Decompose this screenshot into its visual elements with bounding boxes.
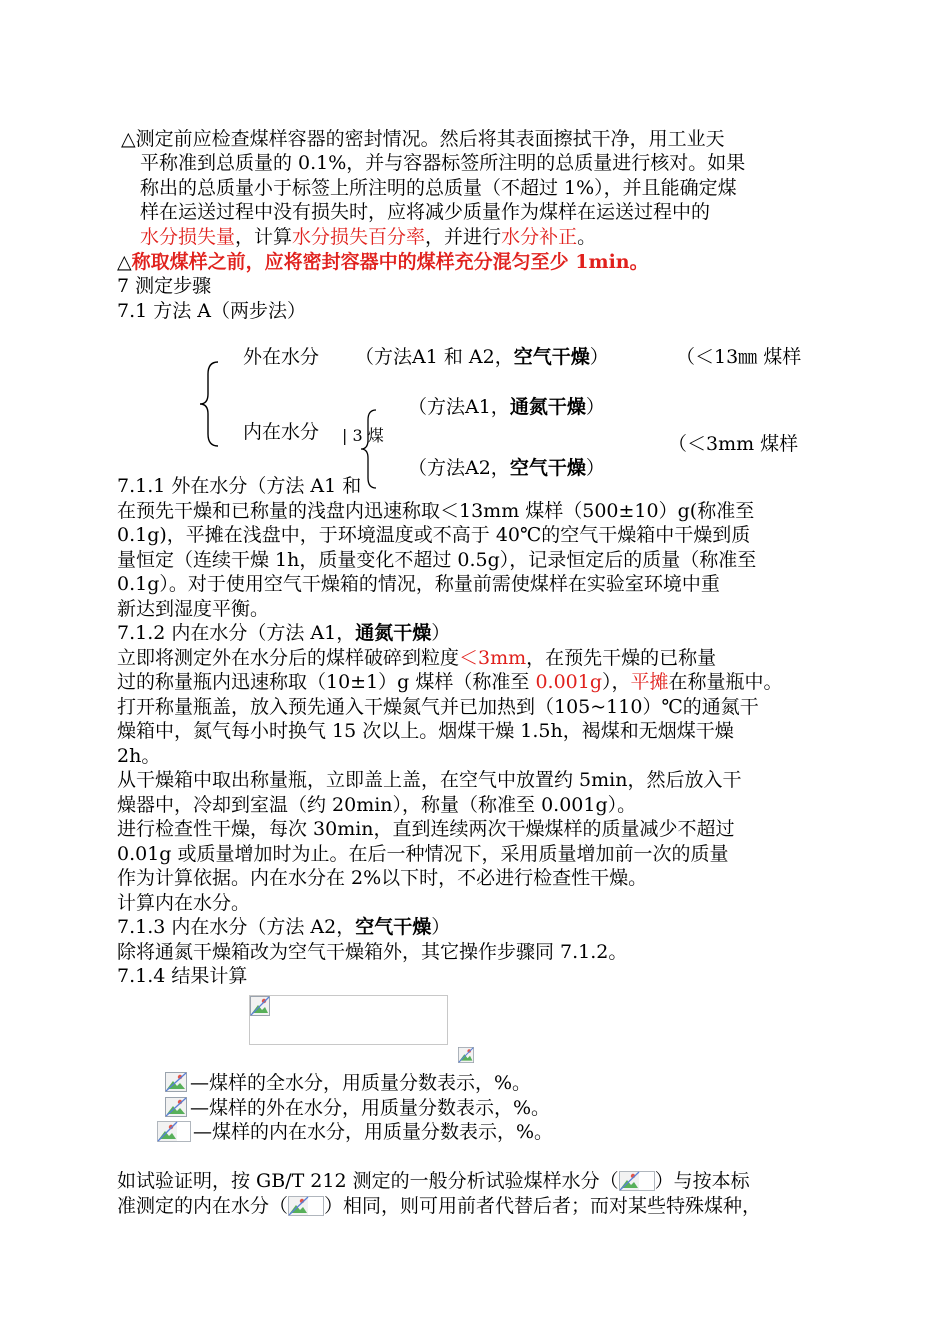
broken-image-icon bbox=[619, 1171, 655, 1191]
inline-broken-image bbox=[619, 1171, 655, 1191]
s711-line5: 新达到湿度平衡。 bbox=[117, 598, 270, 620]
final-line1 bbox=[117, 1169, 827, 1193]
s712-line5: 2h。 bbox=[117, 745, 161, 767]
inner-overlap-text: | 3 煤 bbox=[342, 426, 384, 445]
definition-external-moisture: —煤样的外在水分，用质量分数表示，%。 bbox=[190, 1097, 551, 1119]
section-7-1-4-heading: 7.1.4 结果计算 bbox=[117, 965, 248, 987]
outer-moisture-label: 外在水分 bbox=[243, 346, 320, 368]
nitrogen-drying-term: 通氮干燥 bbox=[509, 396, 586, 418]
big-brace bbox=[196, 360, 226, 448]
outer-moisture-method bbox=[355, 345, 609, 369]
broken-image-icon bbox=[165, 1072, 185, 1092]
text-span: ） bbox=[589, 346, 609, 368]
s711-line3: 量恒定（连续干燥 1h，质量变化不超过 0.5g），记录恒定后的质量（称准至 bbox=[117, 549, 757, 571]
broken-image-icon bbox=[458, 1046, 474, 1064]
text-span: 7.1.2 内在水分（方法 A1， bbox=[117, 622, 356, 644]
text-span: （方法A1 和 A2， bbox=[355, 346, 514, 368]
text-span: 在称量瓶中。 bbox=[668, 671, 783, 693]
inner-size-note: （＜3mm 煤样 bbox=[668, 433, 799, 455]
s712-line3: 打开称量瓶盖，放入预先通入干燥氮气并已加热到（105~110）℃的通氮干 bbox=[117, 696, 759, 718]
inner-method-a1 bbox=[408, 395, 605, 419]
section-7-1-1-heading: 7.1.1 外在水分（方法 A1 和 bbox=[117, 475, 362, 497]
text-span: 如试验证明，按 GB/T 212 测定的一般分析试验煤样水分（ bbox=[117, 1170, 619, 1192]
para1-line2: 平称准到总质量的 0.1%，并与容器标签所注明的总质量进行核对。如果 bbox=[140, 152, 746, 174]
water-loss-term: 水分损失量 bbox=[140, 226, 236, 248]
s712-line11: 计算内在水分。 bbox=[117, 892, 251, 914]
text-span: ） bbox=[585, 457, 605, 479]
text-span: 。 bbox=[577, 226, 597, 248]
inline-broken-image bbox=[288, 1196, 324, 1216]
triangle-mark: △ bbox=[117, 251, 132, 273]
para1-line3: 称出的总质量小于标签上所注明的总质量（不超过 1%），并且能确定煤 bbox=[140, 177, 737, 199]
inner-method-a2 bbox=[408, 456, 605, 480]
nitrogen-drying-term: 通氮干燥 bbox=[355, 622, 432, 644]
para2-line bbox=[117, 250, 827, 274]
para1-line1: △测定前应检查煤样容器的密封情况。然后将其表面擦拭干净，用工业天 bbox=[121, 128, 725, 150]
s713-line1: 除将通氮干燥箱改为空气干燥箱外，其它操作步骤同 7.1.2。 bbox=[117, 941, 628, 963]
definition-total-moisture: —煤样的全水分，用质量分数表示，%。 bbox=[190, 1072, 532, 1094]
air-drying-term: 空气干燥 bbox=[513, 346, 590, 368]
s711-line4: 0.1g）。对于使用空气干燥箱的情况，称量前需使煤样在实验室环境中重 bbox=[117, 573, 720, 595]
text-span: 7.1.3 内在水分（方法 A2， bbox=[117, 916, 356, 938]
water-correction-term: 水分补正 bbox=[501, 226, 578, 248]
air-drying-term: 空气干燥 bbox=[355, 916, 432, 938]
section-7-1-3-heading bbox=[117, 915, 827, 939]
text-span: （方法A2， bbox=[408, 457, 510, 479]
section-7-1-2-heading bbox=[117, 621, 827, 645]
broken-image-icon bbox=[250, 996, 270, 1016]
precision-term: 0.001g bbox=[535, 671, 602, 693]
text-span: ，并进行 bbox=[425, 226, 502, 248]
water-loss-rate-term: 水分损失百分率 bbox=[292, 226, 426, 248]
text-span: 立即将测定外在水分后的煤样破碎到粒度 bbox=[117, 647, 460, 669]
broken-image-icon bbox=[288, 1196, 324, 1216]
particle-size-term: ＜3mm bbox=[459, 647, 527, 669]
text-span: ） bbox=[431, 622, 451, 644]
spread-term: 平摊 bbox=[630, 671, 669, 693]
text-span: ）与按本标 bbox=[654, 1170, 750, 1192]
final-line2 bbox=[117, 1194, 837, 1218]
outer-size-note: （＜13㎜ 煤样 bbox=[676, 346, 802, 368]
s712-line10: 作为计算依据。内在水分在 2%以下时，不必进行检查性干燥。 bbox=[117, 867, 648, 889]
definition-inherent-moisture: —煤样的内在水分，用质量分数表示，%。 bbox=[193, 1121, 554, 1143]
text-span: ，在预先干燥的已称量 bbox=[526, 647, 717, 669]
s711-line2: 0.1g)，平摊在浅盘中，于环境温度或不高于 40℃的空气干燥箱中干燥到质 bbox=[117, 524, 751, 546]
section-7-heading: 7 测定步骤 bbox=[117, 275, 212, 297]
text-span: ） bbox=[585, 396, 605, 418]
para1-line4: 样在运送过程中没有损失时，应将减少质量作为煤样在运送过程中的 bbox=[140, 201, 711, 223]
s712-line4: 燥箱中，氮气每小时换气 15 次以上。烟煤干燥 1.5h，褐煤和无烟煤干燥 bbox=[117, 720, 734, 742]
s712-line8: 进行检查性干燥，每次 30min，直到连续两次干燥煤样的质量减少不超过 bbox=[117, 818, 735, 840]
mixing-instruction: 称取煤样之前，应将密封容器中的煤样充分混匀至少 1min。 bbox=[131, 251, 649, 273]
s712-line6: 从干燥箱中取出称量瓶，立即盖上盖，在空气中放置约 5min，然后放入干 bbox=[117, 769, 742, 791]
s711-line1: 在预先干燥和已称量的浅盘内迅速称取＜13mm 煤样（500±10）g(称准至 bbox=[117, 500, 755, 522]
broken-image-icon bbox=[165, 1097, 185, 1117]
formula-image-frame bbox=[249, 995, 448, 1045]
section-7-1-heading: 7.1 方法 A（两步法） bbox=[117, 300, 307, 322]
s712-line9: 0.01g 或质量增加时为止。在后一种情况下，采用质量增加前一次的质量 bbox=[117, 843, 729, 865]
text-span: ）， bbox=[602, 671, 631, 693]
text-span: ）相同，则可用前者代替后者；而对某些特殊煤种， bbox=[324, 1195, 762, 1217]
text-span: 准测定的内在水分（ bbox=[117, 1195, 289, 1217]
para1-line5 bbox=[140, 225, 830, 249]
text-span: ） bbox=[431, 916, 451, 938]
s712-line2 bbox=[117, 670, 827, 694]
text-span: ，计算 bbox=[235, 226, 293, 248]
broken-image-icon bbox=[157, 1121, 191, 1142]
inner-moisture-label: 内在水分 bbox=[243, 421, 320, 443]
s712-line7: 燥器中，冷却到室温（约 20min），称量（称准至 0.001g）。 bbox=[117, 794, 637, 816]
text-span: 过的称量瓶内迅速称取（10±1）g 煤样（称准至 bbox=[117, 671, 536, 693]
s712-line1 bbox=[117, 646, 827, 670]
text-span: （方法A1， bbox=[408, 396, 510, 418]
air-drying-term: 空气干燥 bbox=[509, 457, 586, 479]
